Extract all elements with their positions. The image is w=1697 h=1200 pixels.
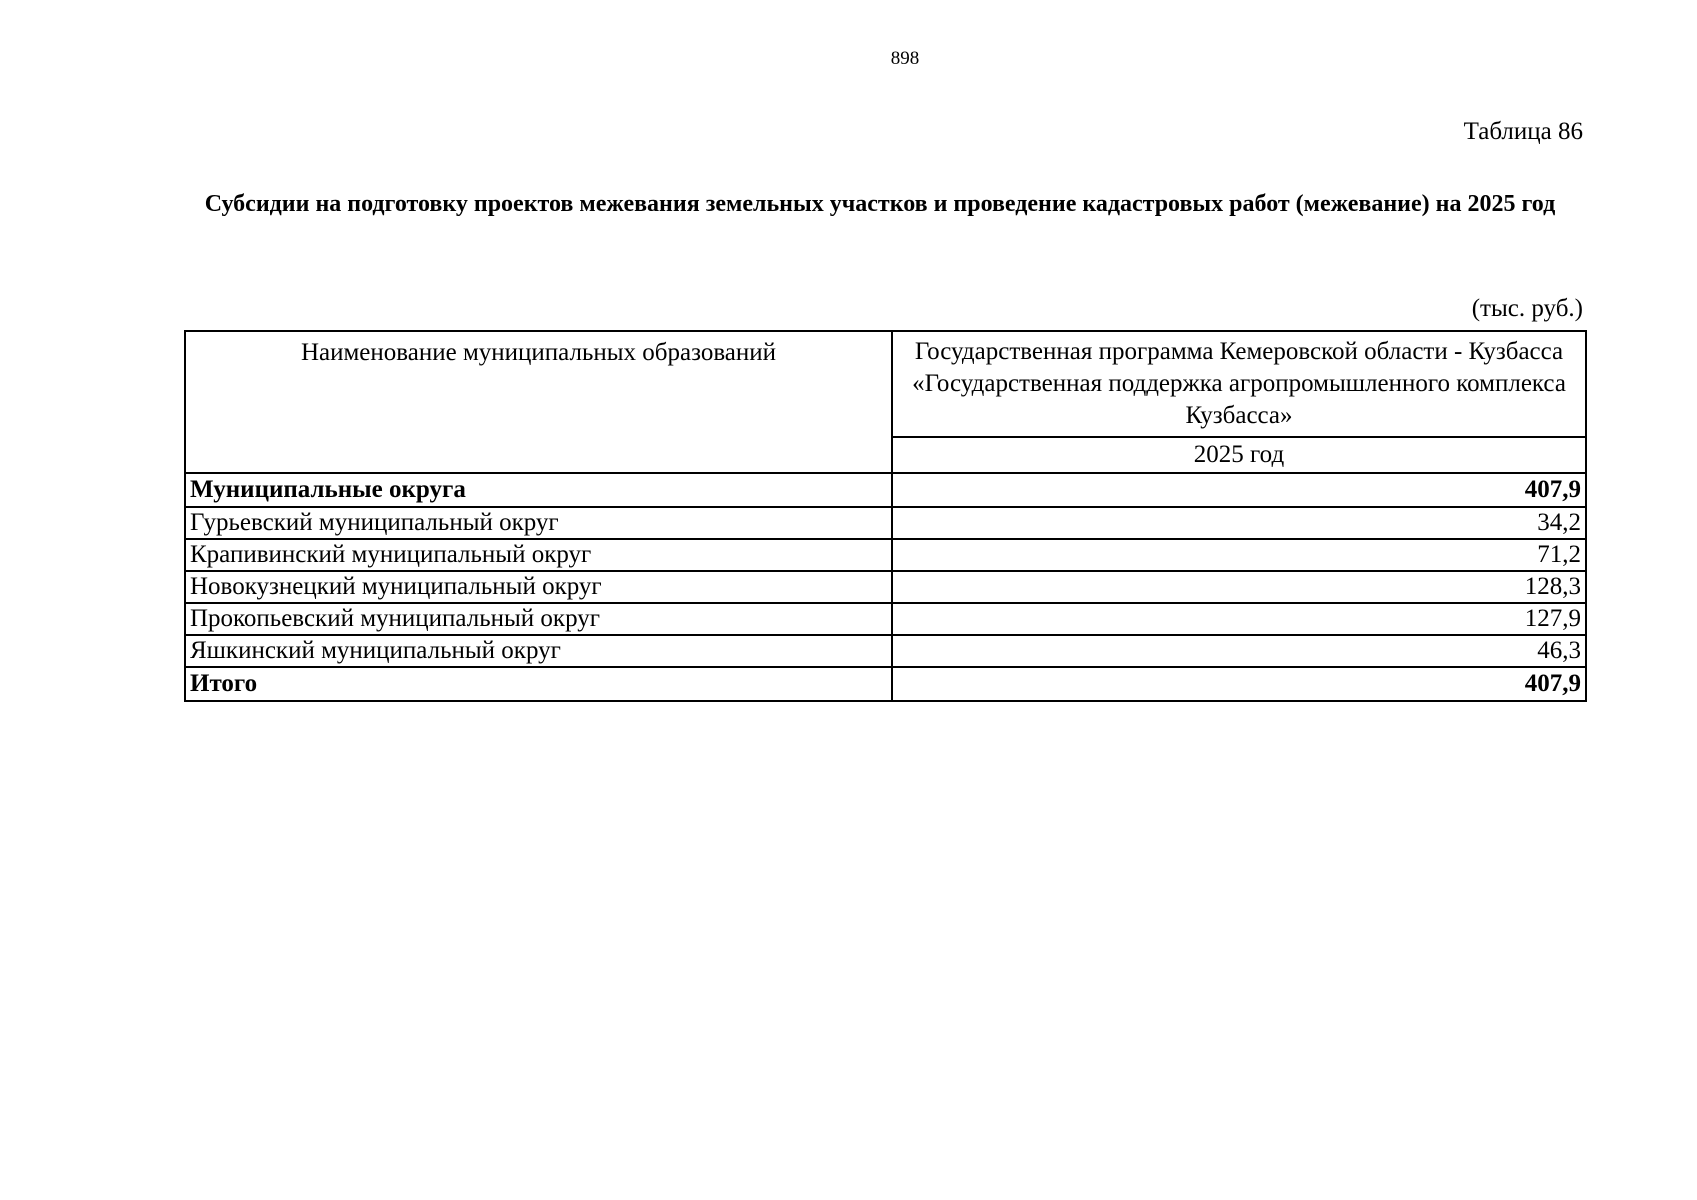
- table-label: Таблица 86: [1463, 118, 1583, 145]
- table-row: [185, 507, 1586, 539]
- row-name: Итого: [185, 667, 892, 701]
- row-value: 34,2: [892, 507, 1586, 539]
- table-row: [185, 571, 1586, 603]
- row-value: 127,9: [892, 603, 1586, 635]
- row-value: 46,3: [892, 635, 1586, 667]
- table-row: [185, 635, 1586, 667]
- subsidy-table: [184, 330, 1587, 702]
- row-value: 71,2: [892, 539, 1586, 571]
- table-row-grand-total: [185, 667, 1586, 701]
- table-row-total-districts: [185, 473, 1586, 507]
- table-row: [185, 603, 1586, 635]
- row-name: Прокопьевский муниципальный округ: [185, 603, 892, 635]
- page-number: 898: [890, 48, 920, 69]
- table-row: [185, 539, 1586, 571]
- document-title: Субсидии на подготовку проектов межевания земельных участков и проведение кадастровых работ (межевание) на 2025 год: [204, 191, 1556, 217]
- table-header-row: [185, 331, 1586, 437]
- row-value: 407,9: [892, 667, 1586, 701]
- header-program-column: Государственная программа Кемеровской области - Кузбасса «Государственная поддержка агропромышленного комплекса Кузбасса»: [892, 331, 1586, 437]
- header-year-column: 2025 год: [892, 437, 1586, 473]
- row-name: Новокузнецкий муниципальный округ: [185, 571, 892, 603]
- header-name-column: Наименование муниципальных образований: [185, 331, 892, 473]
- row-value: 128,3: [892, 571, 1586, 603]
- row-name: Муниципальные округа: [185, 473, 892, 507]
- row-name: Крапивинский муниципальный округ: [185, 539, 892, 571]
- units-label: (тыс. руб.): [1471, 295, 1583, 322]
- row-value: 407,9: [892, 473, 1586, 507]
- row-name: Гурьевский муниципальный округ: [185, 507, 892, 539]
- row-name: Яшкинский муниципальный округ: [185, 635, 892, 667]
